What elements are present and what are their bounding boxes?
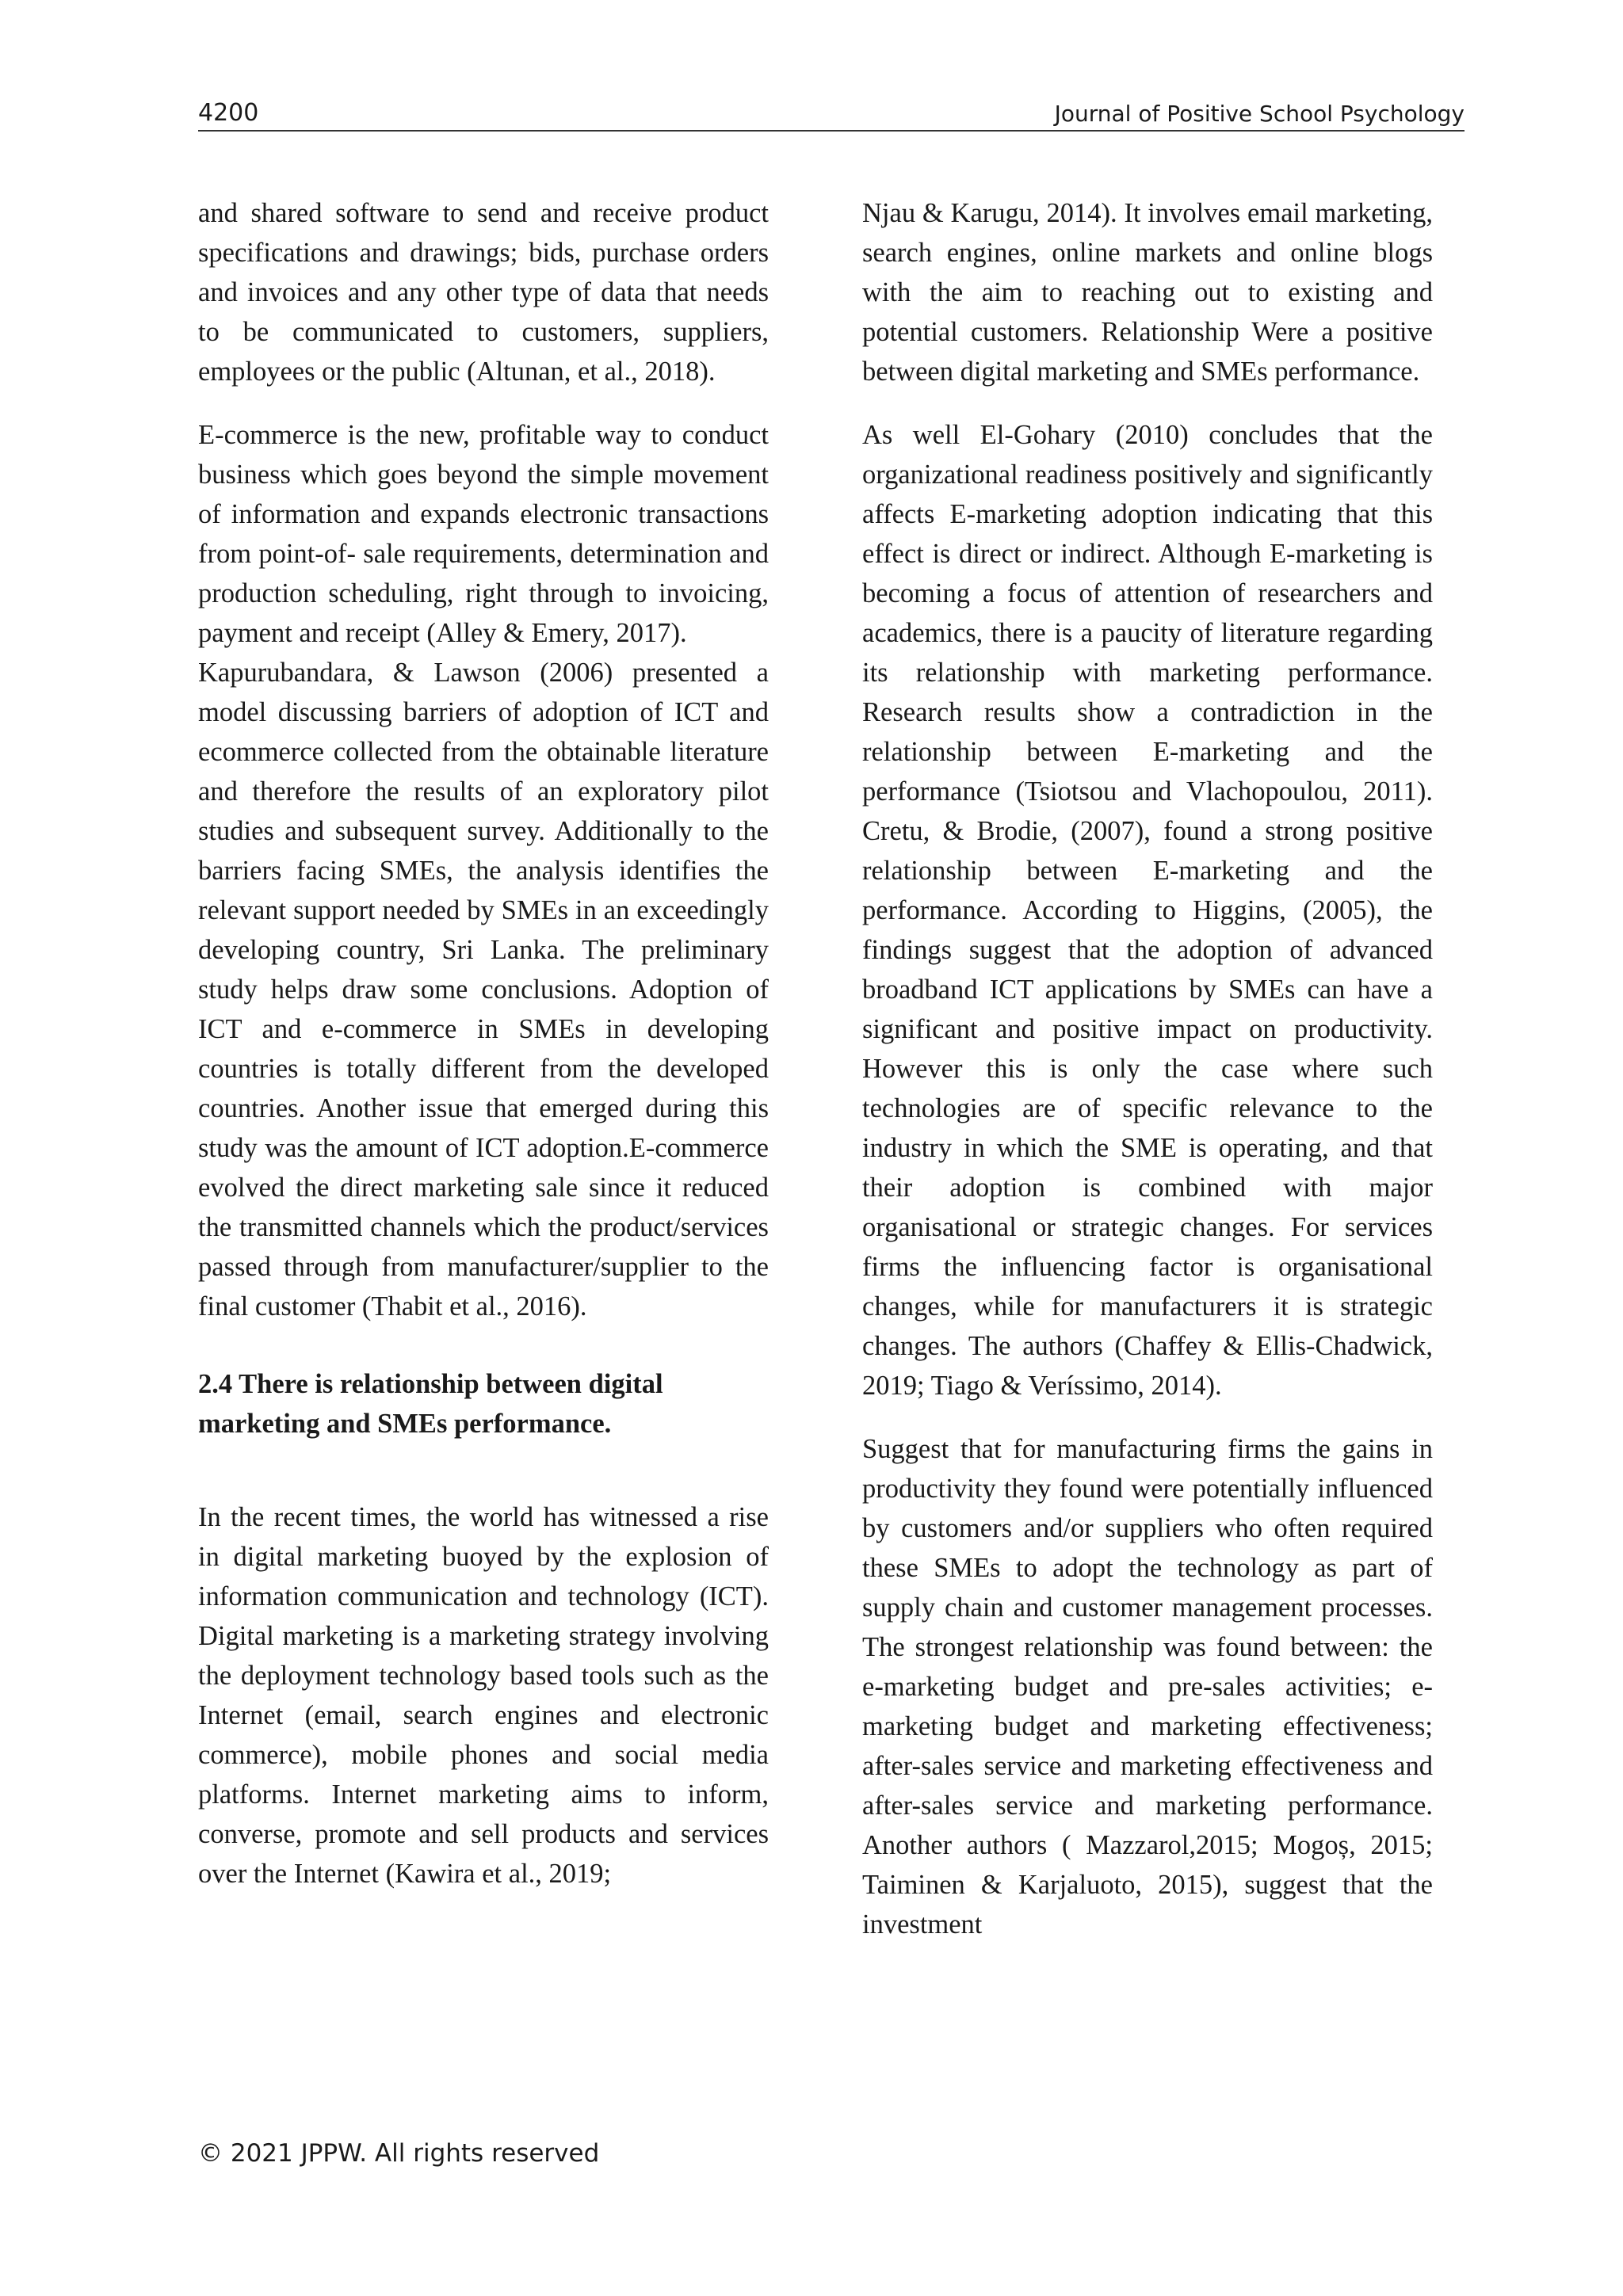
paragraph: In the recent times, the world has witnessed a rise in digital marketing buoyed by the explosion of information communication and technology (ICT). Digital marketing is a marketing strategy involving the deployment technology based tools such as the Internet (email, search engines and electronic commerce), mobile phones and social media platforms. Internet marketing aims to inform, converse, promote and sell products and services over the Internet (Kawira et al., 2019; (198, 1502, 769, 1889)
left-column (198, 193, 769, 1917)
paragraph: and shared software to send and receive product specifications and drawings; bids, purchase orders and invoices and any other type of data that needs to be communicated to customers, suppliers, employees or the public (Altunan, et al., 2018). (198, 198, 769, 387)
page-number: 4200 (198, 99, 259, 127)
paragraph: E-commerce is the new, profitable way to conduct business which goes beyond the simple movement of information and expands electronic transactions from point-of- sale requirements, determination and production scheduling, right through to invoicing, payment and receipt (Alley & Emery, 2017). (198, 420, 769, 648)
section-heading: 2.4 There is relationship between digital marketing and SMEs performance. (198, 1369, 663, 1439)
paragraph: As well El-Gohary (2010) concludes that the organizational readiness positively and significantly affects E-marketing adoption indicating that this effect is direct or indirect. Although E-marketing is becoming a focus of attention of researchers and academics, there is a paucity of literature regarding its relationship with marketing performance. Research results show a contradiction in the relationship between E-marketing and the performance (Tsiotsou and Vlachopoulou, 2011). Cretu, & Brodie, (2007), found a strong positive relationship between E-marketing and the performance. According to Higgins, (2005), the findings suggest that the adoption of advanced broadband ICT applications by SMEs can have a significant and positive impact on productivity. However this is only the case where such technologies are of specific relevance to the industry in which the SME is operating, and that their adoption is combined with major organisational or strategic changes. For services firms the influencing factor is organisational changes, while for manufacturers it is strategic changes. The authors (Chaffey & Ellis-Chadwick, 2019; Tiago & Veríssimo, 2014). (862, 420, 1433, 1401)
page-header (198, 93, 1465, 132)
paragraph: Suggest that for manufacturing firms the gains in productivity they found were potentially influenced by customers and/or suppliers who often required these SMEs to adopt the technology as part of supply chain and customer management processes. The strongest relationship was found between: the e-marketing budget and pre-sales activities; e-marketing budget and marketing effectiveness; after-sales service and marketing effectiveness and after-sales service and marketing performance. Another authors ( Mazzarol,2015; Mogoș, 2015; Taiminen & Karjaluoto, 2015), suggest that the investment (862, 1434, 1433, 1939)
copyright-footer: © 2021 JPPW. All rights reserved (198, 2139, 600, 2168)
right-column (862, 193, 1433, 1968)
journal-title: Journal of Positive School Psychology (1054, 101, 1465, 127)
paragraph: Kapurubandara, & Lawson (2006) presented a model discussing barriers of adoption of ICT and ecommerce collected from the obtainable literature and therefore the results of an exploratory pilot studies and subsequent survey. Additionally to the barriers facing SMEs, the analysis identifies the relevant support needed by SMEs in an exceedingly developing country, Sri Lanka. The preliminary study helps draw some conclusions. Adoption of ICT and e-commerce in SMEs in developing countries is totally different from the developed countries. Another issue that emerged during this study was the amount of ICT adoption.E-commerce evolved the direct marketing sale since it reduced the transmitted channels which the product/services passed through from manufacturer/supplier to the final customer (Thabit et al., 2016). (198, 658, 769, 1322)
paragraph: Njau & Karugu, 2014). It involves email marketing, search engines, online markets and online blogs with the aim to reaching out to existing and potential customers. Relationship Were a positive between digital marketing and SMEs performance. (862, 198, 1433, 387)
